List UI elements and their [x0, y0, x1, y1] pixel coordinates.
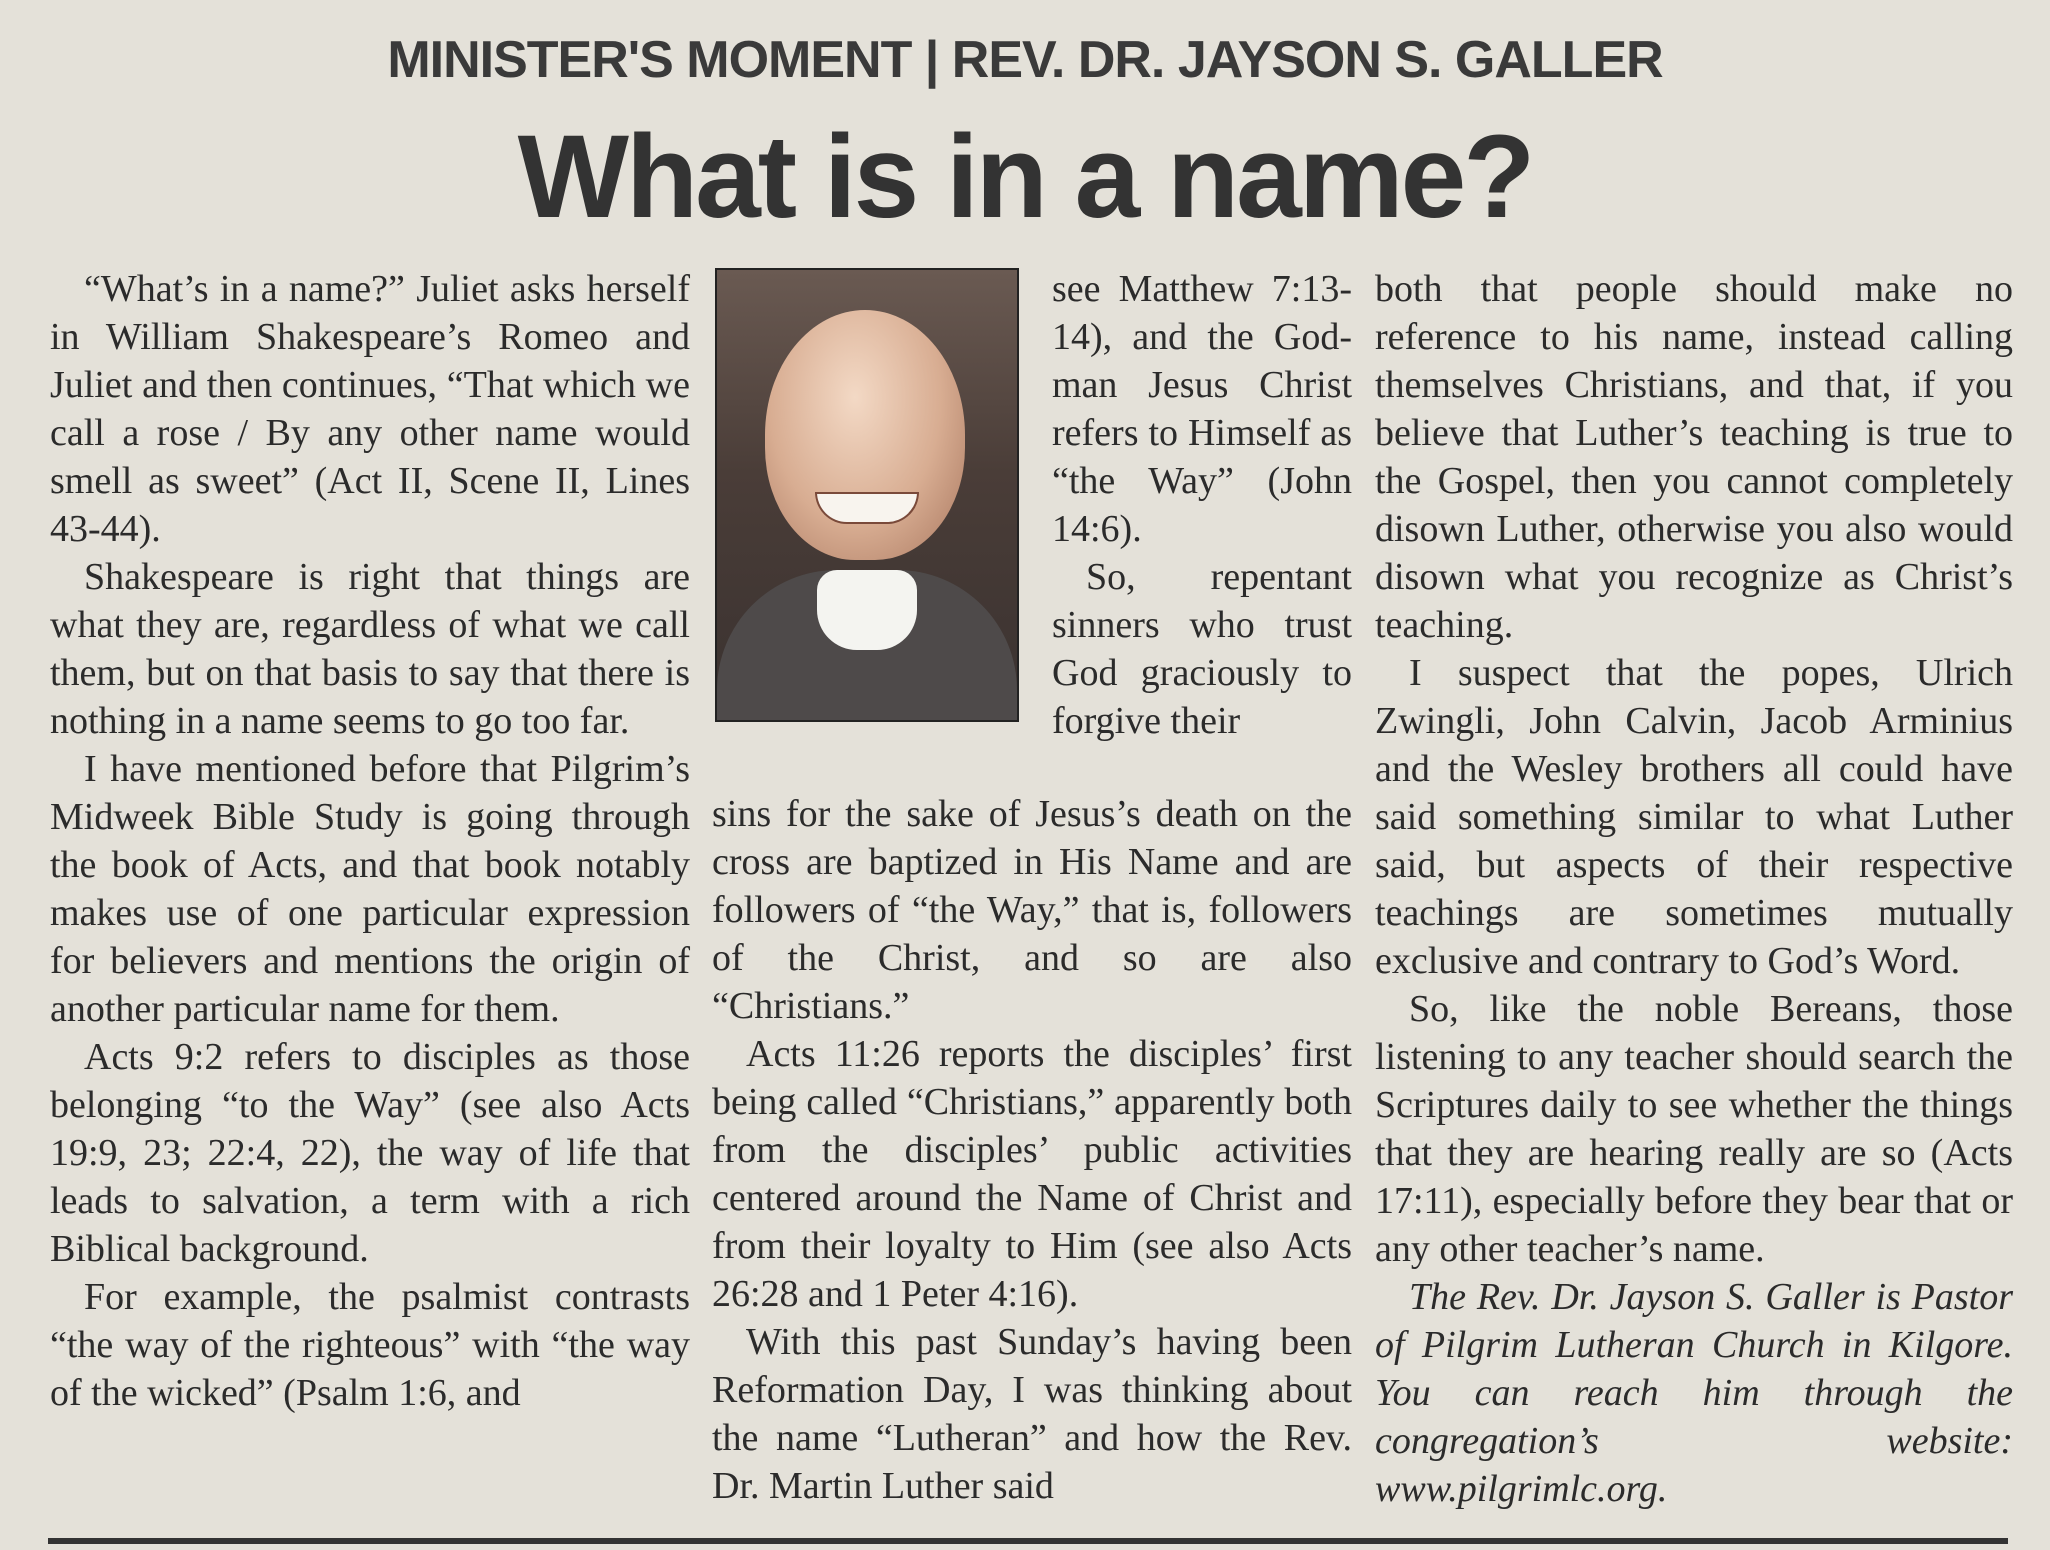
paragraph: see Matthew 7:13-14), and the God-man Jesus Christ refers to Himself as “the Way” (John 14:6). [1052, 268, 1352, 550]
author-bio: The Rev. Dr. Jayson S. Galler is Pastor of Pilgrim Lutheran Church in Kilgore. You can reach him through the congregation’s website: www.pilgrimlc.org. [1375, 1276, 2013, 1510]
paragraph: Shakespeare is right that things are what they are, regardless of what we call them, but on that basis to say that there is nothing in a name seems to go too far. [50, 556, 690, 742]
article-column-3 [1375, 265, 2013, 1513]
photo-clerical-collar [817, 570, 917, 650]
paragraph: “What’s in a name?” Juliet asks herself in William Shakespeare’s Romeo and Juliet and then continues, “That which we call a rose / By any other name would smell as sweet” (Act II, Scene II, Lines 43-44). [50, 268, 690, 550]
article-column-2-top [1052, 265, 1352, 745]
paragraph: So, repentant sinners who trust God graciously to forgive their [1052, 556, 1352, 742]
column-kicker: MINISTER'S MOMENT | REV. DR. JAYSON S. GALLER [387, 31, 1663, 89]
paragraph: For example, the psalmist contrasts “the way of the righteous” with “the way of the wicked” (Psalm 1:6, and [50, 1276, 690, 1414]
paragraph: both that people should make no reference to his name, instead calling themselves Christians, and that, if you believe that Luther’s teaching is true to the Gospel, then you cannot completely disown Luther, otherwise you also would disown what you recognize as Christ’s teaching. [1375, 268, 2013, 646]
article-column-1 [50, 265, 690, 1417]
paragraph: Acts 11:26 reports the disciples’ first being called “Christians,” apparently both from the disciples’ public activities centered around the Name of Christ and from their loyalty to Him (see also Acts 26:28 and 1 Peter 4:16). [712, 1033, 1352, 1315]
article-headline: What is in a name? [517, 111, 1533, 243]
paragraph: So, like the noble Bereans, those listening to any teacher should search the Scriptures daily to see whether the things that they are hearing really are so (Acts 17:11), especially before they bear that or any other teacher’s name. [1375, 988, 2013, 1270]
paragraph: Acts 9:2 refers to disciples as those belonging “to the Way” (see also Acts 19:9, 23; 22:4, 22), the way of life that leads to salvation, a term with a rich Biblical background. [50, 1036, 690, 1270]
paragraph: I suspect that the popes, Ulrich Zwingli, John Calvin, Jacob Arminius and the Wesley brothers all could have said something similar to what Luther said, but aspects of their respective teachings are sometimes mutually exclusive and contrary to God’s Word. [1375, 652, 2013, 982]
paragraph: sins for the sake of Jesus’s death on the cross are baptized in His Name and are followers of “the Way,” that is, followers of the Christ, and so are also “Christians.” [712, 793, 1352, 1027]
paragraph: With this past Sunday’s having been Reformation Day, I was thinking about the name “Lutheran” and how the Rev. Dr. Martin Luther said [712, 1321, 1352, 1507]
author-photo [715, 268, 1019, 722]
article-column-2 [712, 790, 1352, 1510]
paragraph: I have mentioned before that Pilgrim’s Midweek Bible Study is going through the book of Acts, and that book notably makes use of one particular expression for believers and mentions the origin of another particular name for them. [50, 748, 690, 1030]
bottom-rule [48, 1538, 2008, 1544]
photo-smile [815, 492, 919, 524]
